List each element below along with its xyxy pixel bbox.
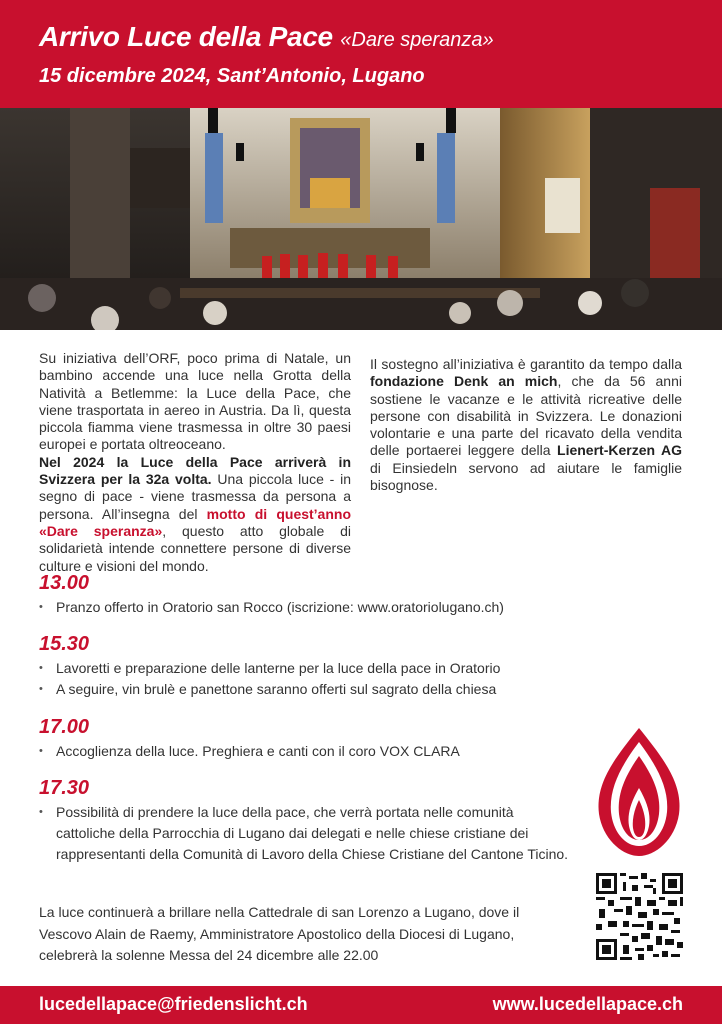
header-banner (0, 0, 722, 108)
schedule-list (39, 741, 579, 762)
support-text-a: Il sostegno all’iniziativa è garantito da tempo dalla (370, 356, 682, 372)
schedule-item: • Pranzo offerto in Oratorio san Rocco (iscrizione: www.oratoriolugano.ch) (39, 597, 579, 618)
intro-column-right (370, 356, 682, 494)
schedule-item: • A seguire, vin brulè e panettone saranno offerti sul sagrato della chiesa (39, 679, 579, 700)
schedule-1530 (39, 632, 579, 700)
intro-highlight-bold: Nel 2024 la Luce della Pace arriverà in Svizzera per la 32a volta. (39, 453, 351, 488)
intro-column-left (39, 350, 351, 575)
motto-highlight: motto di quest’anno «Dare speranza» (39, 505, 352, 539)
intro-text-a: Una piccola luce - in segno di pace - viene trasmessa da persona a persona. All’insegna del (39, 471, 351, 522)
schedule-list (39, 658, 579, 700)
support-text-b: , che da 56 anni sostiene le vacanze e le attività ricreative delle persone con disabilità in Svizzera. Le donazioni volontarie e una parte del ricavato della vendita delle portaerei leggere della (370, 373, 682, 459)
flame-logo-icon (595, 728, 683, 856)
schedule-1730 (39, 776, 574, 865)
qr-code-icon (596, 873, 683, 960)
company-name: Lienert-Kerzen AG (557, 442, 682, 459)
schedule-item: • Possibilità di prendere la luce della pace, che verrà portata nelle comunità cattoliche della Parrocchia di Lugano dai delegati e nelle chiese cristiane dei rappresentanti della Comunità di Lavoro della Chiese Cristiane del Cantone Ticino. (39, 802, 574, 865)
event-date-location: 15 dicembre 2024, Sant’Antonio, Lugano (39, 65, 425, 87)
schedule-list (39, 597, 579, 618)
contact-email-link[interactable]: lucedellapace@friedenslicht.ch (39, 994, 308, 1014)
foundation-name: fondazione Denk an mich (370, 373, 558, 390)
schedule-time: 15.30 (39, 633, 90, 655)
schedule-1300 (39, 571, 579, 618)
schedule-time: 17.00 (39, 716, 90, 738)
church-interior-image (0, 108, 722, 330)
title-text: Arrivo Luce della Pace (39, 21, 333, 52)
schedule-item: • Lavoretti e preparazione delle lanterne per la luce della pace in Oratorio (39, 658, 579, 679)
schedule-time: 17.30 (39, 777, 90, 799)
intro-text-b: , questo atto globale di solidarietà intende connettere persone di diverse culture e visioni del mondo. (39, 522, 351, 574)
schedule-1700 (39, 715, 579, 762)
schedule-list (39, 802, 574, 865)
page-title (39, 20, 722, 57)
website-link[interactable]: www.lucedellapace.ch (492, 994, 683, 1014)
footer-banner (0, 986, 722, 1024)
schedule-item: • Accoglienza della luce. Preghiera e canti con il coro VOX CLARA (39, 741, 579, 762)
closing-paragraph: La luce continuerà a brillare nella Cattedrale di san Lorenzo a Lugano, dove il Vescovo Alain de Raemy, Amministratore Apostolico della Diocesi di Lugano, celebrerà la solenne Messa del 24 dicembre alle 22.00 (39, 904, 520, 963)
schedule-time: 13.00 (39, 572, 90, 594)
church-photo (0, 108, 722, 330)
title-subtitle: «Dare speranza» (340, 29, 494, 51)
intro-paragraph-1: Su iniziativa dell’ORF, poco prima di Natale, un bambino accende una luce nella Grotta della Natività a Betlemme: la Luce della Pace, che viene trasportata in aereo in Austria. Da lì, questa piccola fiamma viene trasmessa in oltre 30 paesi europei e portata oltreoceano. (39, 350, 351, 453)
support-text-c: di Einsiedeln servono ad aiutare le famiglie bisognose. (370, 459, 682, 494)
